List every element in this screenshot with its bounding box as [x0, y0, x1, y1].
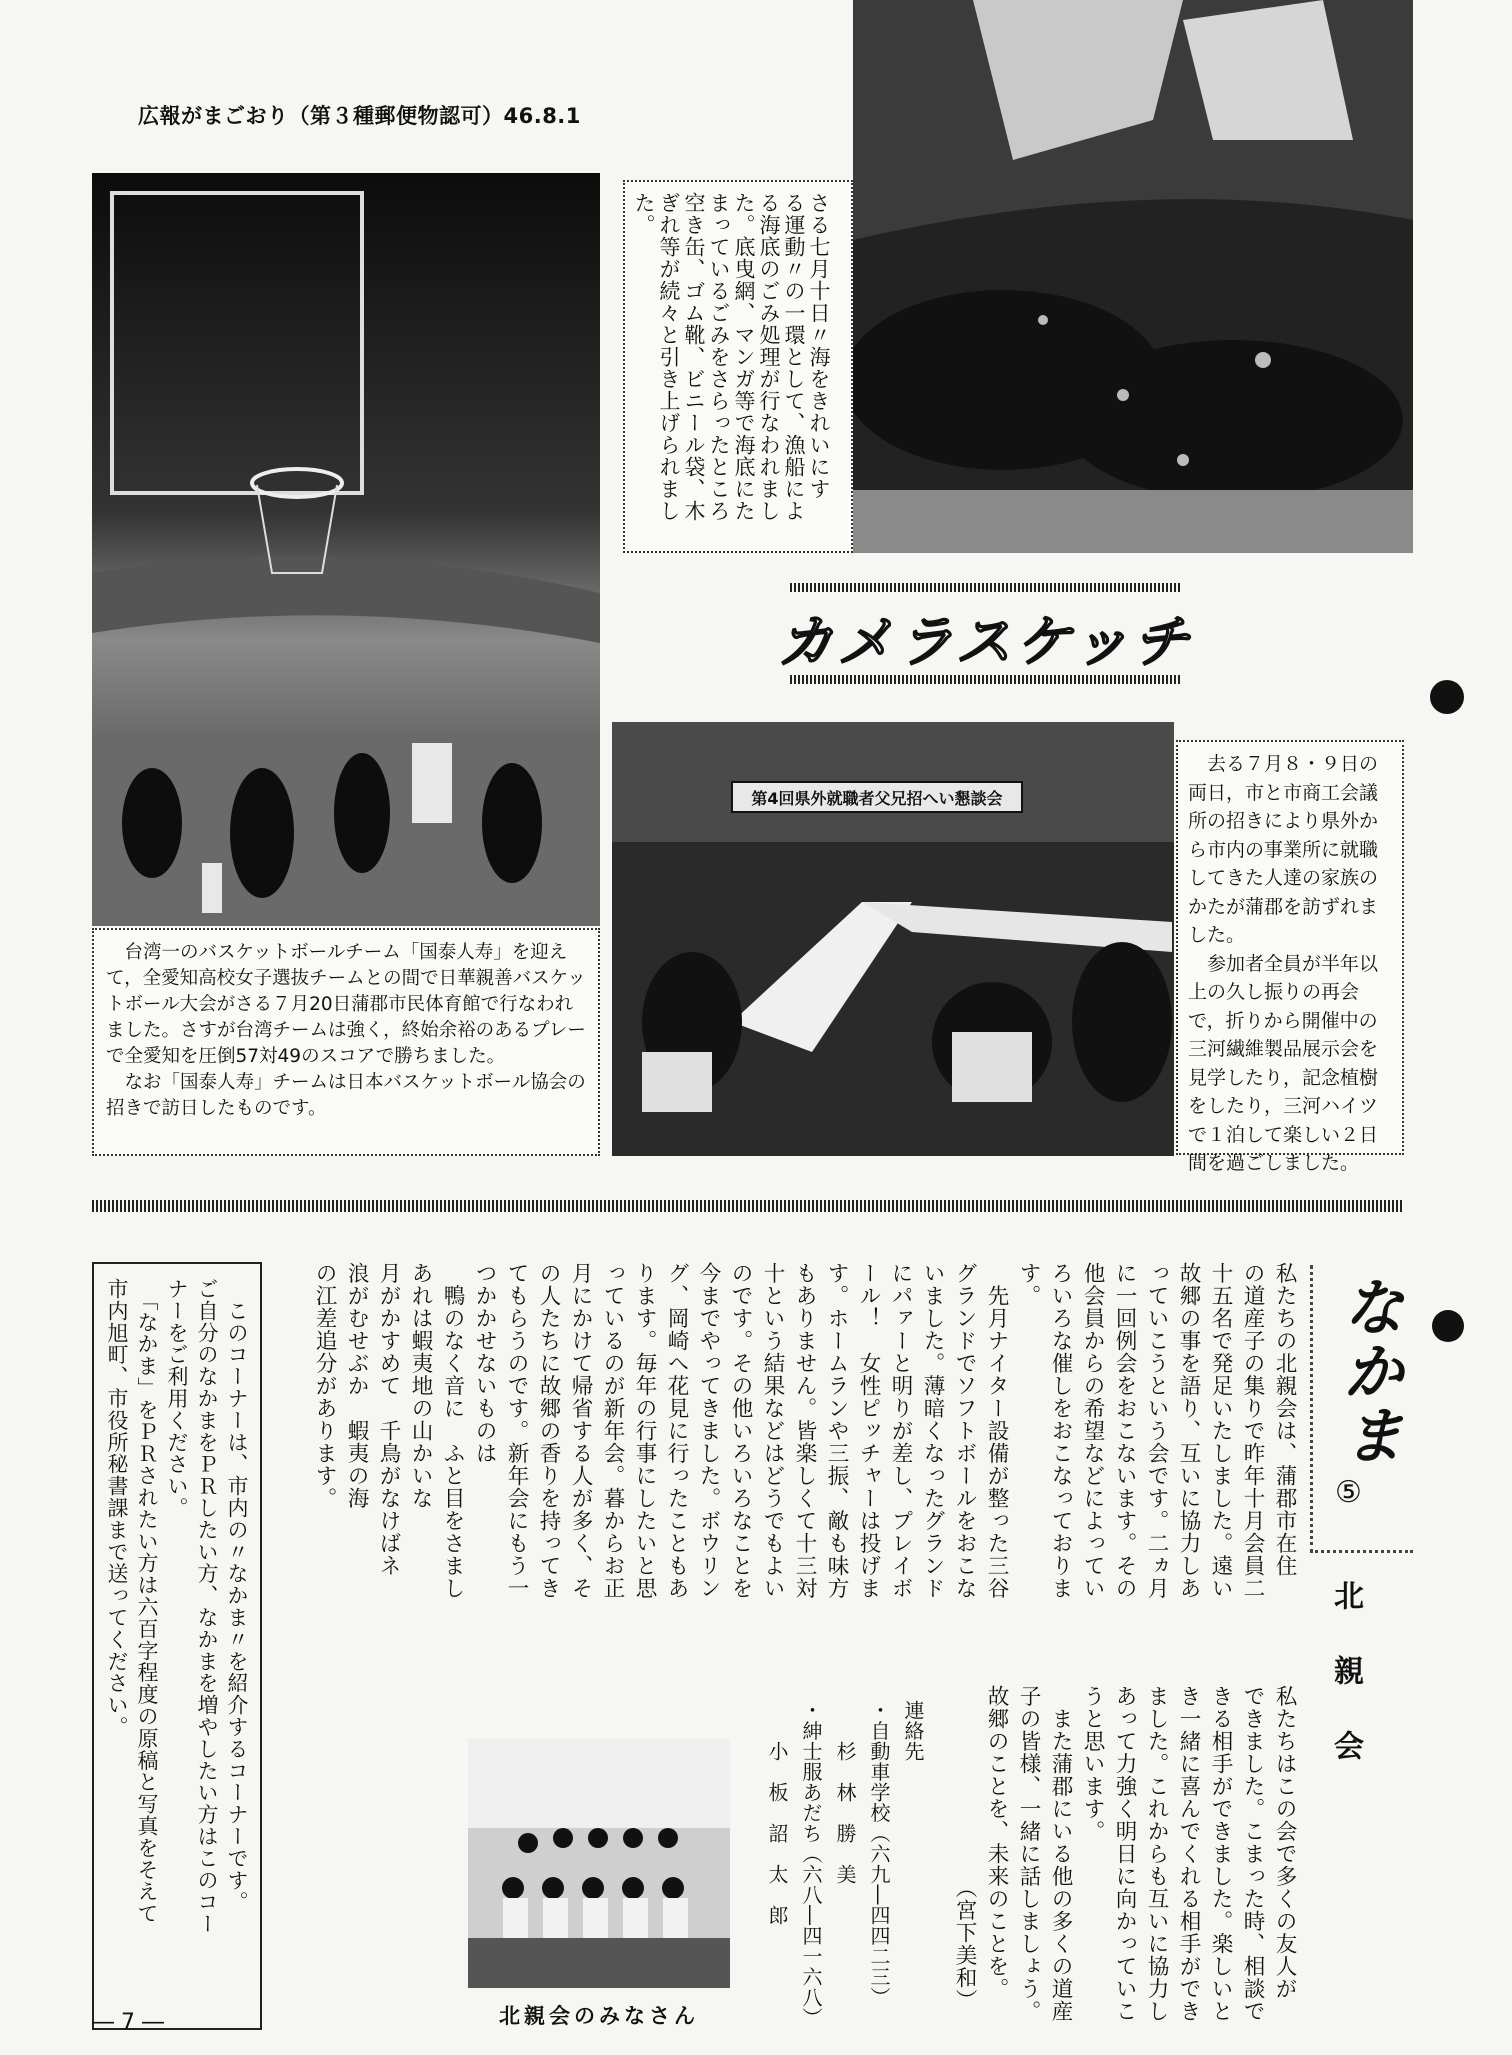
- meeting-photo: [612, 722, 1174, 1156]
- basketball-photo: [92, 173, 600, 926]
- contact-info: 連絡先 ・自動車学校（六九―四四二三） 杉 林 勝 美 ・紳士服あだち（六八―四一六八） 小 板 詔 太 郎: [765, 1700, 925, 2028]
- punch-hole-mark: [1430, 680, 1464, 714]
- page-number: ― 7 ―: [92, 2010, 164, 2035]
- basketball-caption-paragraph: 台湾一のバスケットボールチーム「国泰人寿」を迎えて，全愛知高校女子選抜チームとの間で日華親善バスケットボール大会がさる７月20日蒲郡市民体育館で行なわれました。さすが台湾チームは強く，終始余裕のあるプレーで全愛知を圧倒57対49のスコアで勝ちました。: [106, 942, 586, 1067]
- meeting-photo-drawing: [612, 722, 1174, 1156]
- sea-caption-box: [623, 180, 853, 553]
- basketball-photo-drawing: [92, 173, 600, 926]
- sea-caption: さる七月十日〃海をきれいにす る運動〃の一環として、漁船によ る海底のごみ処理が行なわれまし た。底曳網、マンガ等で海底にた まっているごみをさらったところ 空き缶、ゴム靴、ビニール袋、木 ぎれ等が続々と引き上げられまし た。: [632, 192, 831, 522]
- banner-bottom-rule: [790, 675, 1180, 684]
- sea-photo: [853, 0, 1413, 553]
- meeting-caption-paragraph: 参加者全員が半年以上の久し振りの再会で，折りから開催中の三河繊維製品展示会を見学したり，記念植樹をしたり，三河ハイツで１泊して楽しい２日間を過ごしました。: [1188, 952, 1379, 1174]
- basketball-caption: [92, 928, 600, 1156]
- meeting-caption-paragraph: 去る７月８・９日の両日，市と市商工会議所の招きにより県外から市内の事業所に就職してきた人達の家族のかたが蒲郡を訪ずれました。: [1188, 753, 1379, 946]
- group-photo: [468, 1738, 730, 1988]
- nakama-notice-box: [92, 1262, 262, 2030]
- banner-top-rule: [790, 583, 1180, 592]
- nakama-number: ⑤: [1335, 1475, 1362, 1510]
- nakama-column-2: 私たちはこの会で多くの友人が できました。こまった時、相談で きる相手ができました。楽しいと き一緒に喜んでくれる相手ができ ました。これからも互いに協力し あって力強く明日に向かっていこ うと思います。 また蒲郡にいる他の多くの道産 子の皆様、一緒に話しましょう。 故郷のことを、未来のことを。 （宮下美和）: [952, 1685, 1297, 2023]
- group-photo-drawing: [468, 1738, 730, 1988]
- masthead: 広報がまごおり（第３種郵便物認可）46.8.1: [138, 104, 581, 128]
- banner-title: カメラスケッチ: [777, 610, 1193, 675]
- nakama-column-1: 私たちの北親会は、蒲郡市在住 の道産子の集りで昨年十月会員二 十五名で発足いたしました。遠い 故郷の事を語り、互いに協力しあ っていこうという会です。二ヵ月 に一回例会をおこないます。その 他会員からの希望などによってい ろいろな催しをおこなっておりま す。 先月ナイター設備が整った三谷 グランドでソフトボールをおこな いました。薄暗くなったグランド にパァーと明りが差し、プレイボ ール！ 女性ピッチャーは投げま す。ホームランや三振、敵も味方 もありません。皆楽しくて十三対 十という結果などはどうでもよい のです。その他いろいろなことを 今までやってきました。ボウリン グ、岡崎へ花見に行ったこともあ ります。毎年の行事にしたいと思 っているのが新年会。暮からお正 月にかけて帰省する人が多く、そ の人たちに故郷の香りを持ってき てもらうのです。新年会にもう一 つかかせないものは 鴨のなく音に ふと目をさまし あれは蝦夷地の山かいな 月がかすめて 千鳥がなけばネ 浪がむせぶか 蝦夷の海 の江差追分があります。: [312, 1262, 1297, 1600]
- section-separator: [92, 1200, 1404, 1212]
- punch-hole-mark: [1432, 1310, 1464, 1342]
- nakama-heading-box: [1310, 1265, 1413, 1553]
- nakama-notice: このコーナーは、市内の〃なかま〃を紹介するコーナーです。 ご自分のなかまをＰＲしたい方、なかまを増やしたい方はこのコー ナーをご利用ください。 「なかま」をＰＲされたい方は六百字程度の原稿と写真をそえて 市内旭町、市役所秘書課まで送ってください。: [105, 1278, 249, 1935]
- basketball-caption-paragraph: なお「国泰人寿」チームは日本バスケットボール協会の招きで訪日したものです。: [106, 1072, 586, 1119]
- nakama-subtitle: 北親会: [1328, 1580, 1363, 1805]
- camera-sketch-banner: [770, 563, 1200, 703]
- meeting-banner-text: 第4回県外就職者父兄招へい懇談会: [751, 789, 1003, 808]
- group-photo-caption: 北親会のみなさん: [499, 2004, 699, 2028]
- sea-photo-drawing: [853, 0, 1413, 553]
- nakama-title: なかま: [1332, 1275, 1405, 1467]
- meeting-caption: [1176, 740, 1404, 1174]
